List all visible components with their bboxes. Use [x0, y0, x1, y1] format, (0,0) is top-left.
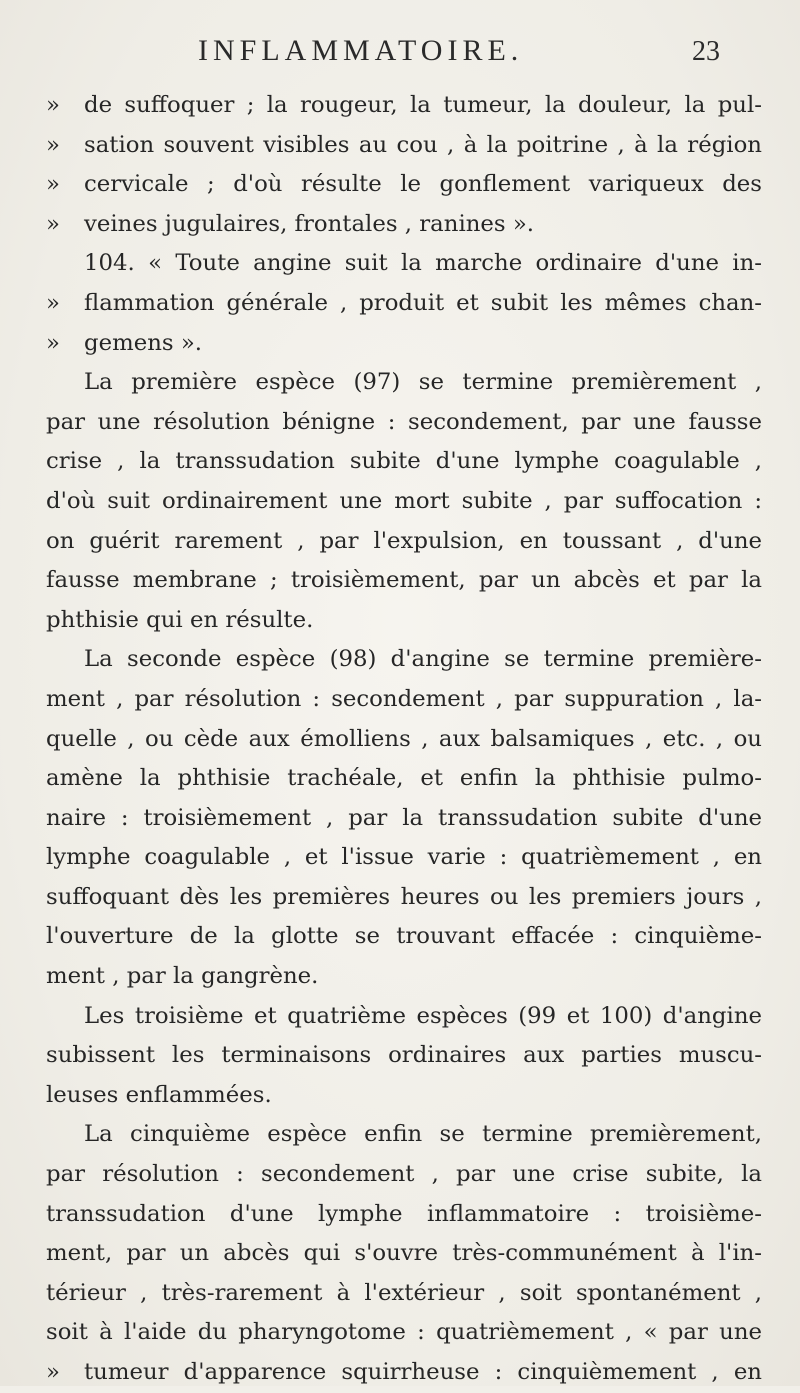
text-line: [46, 126, 762, 166]
text-line: [46, 878, 762, 918]
line-text: soit à l'aide du pharyngotome : quatrièmement , « par une: [46, 1319, 762, 1346]
text-line: [46, 561, 762, 601]
text-line: [46, 720, 762, 760]
line-text: de suffoquer ; la rougeur, la tumeur, la douleur, la pul-: [84, 92, 762, 118]
line-text: lymphe coagulable , et l'issue varie : quatrièmement , en: [46, 844, 762, 871]
line-text: d'où suit ordinairement une mort subite , par suffocation :: [46, 487, 762, 514]
line-text: 104. « Toute angine suit la marche ordinaire d'une in-: [84, 250, 762, 277]
line-text: flammation générale , produit et subit les mêmes chan-: [84, 289, 762, 316]
text-line: [46, 957, 762, 997]
line-text: tumeur d'apparence squirrheuse : cinquièmement , en: [84, 1359, 762, 1385]
line-text: on guérit rarement , par l'expulsion, en toussant , d'une: [46, 527, 762, 554]
text-line: [46, 165, 762, 205]
text-line: [46, 205, 762, 245]
text-line: [46, 799, 762, 839]
line-text: crise , la transsudation subite d'une lymphe coagulable ,: [46, 448, 762, 475]
line-text: térieur , très-rarement à l'extérieur , soit spontanément ,: [46, 1279, 762, 1306]
text-line: [46, 1313, 762, 1353]
text-line: [46, 1234, 762, 1274]
line-text: quelle , ou cède aux émolliens , aux balsamiques , etc. , ou: [46, 725, 762, 752]
line-text: leuses enflammées.: [46, 1081, 272, 1108]
quote-marker: »: [46, 92, 60, 118]
text-line: [46, 1076, 762, 1116]
line-text: gemens ».: [84, 329, 203, 356]
text-line: [46, 640, 762, 680]
line-text: amène la phthisie trachéale, et enfin la phthisie pulmo-: [46, 765, 762, 792]
text-line: [46, 244, 762, 284]
line-text: transsudation d'une lymphe inflammatoire : troisième-: [46, 1200, 762, 1227]
line-text: naire : troisièmement , par la transsudation subite d'une: [46, 804, 762, 831]
text-line: [46, 997, 762, 1037]
text-line: [46, 482, 762, 522]
text-line: [46, 324, 762, 364]
body-text: [46, 86, 762, 1393]
quote-marker: »: [46, 329, 60, 356]
line-text: fausse membrane ; troisièmement, par un abcès et par la: [46, 567, 762, 594]
quote-marker: »: [46, 210, 60, 237]
page-number: 23: [692, 36, 720, 67]
line-text: La première espèce (97) se termine premièrement ,: [84, 369, 762, 396]
text-line: [46, 1274, 762, 1314]
line-text: ment , par la gangrène.: [46, 963, 319, 990]
quote-marker: »: [46, 1359, 60, 1385]
line-text: veines jugulaires, frontales , ranines ».: [84, 210, 535, 237]
text-line: [46, 86, 762, 126]
line-text: ment, par un abcès qui s'ouvre très-communément à l'in-: [46, 1240, 762, 1267]
quote-marker: »: [46, 131, 60, 158]
text-line: [46, 403, 762, 443]
line-text: La cinquième espèce enfin se termine premièrement,: [84, 1121, 762, 1148]
line-text: suffoquant dès les premières heures ou les premiers jours ,: [46, 883, 762, 910]
line-text: cervicale ; d'où résulte le gonflement variqueux des: [84, 171, 762, 198]
text-line: [46, 442, 762, 482]
quote-marker: »: [46, 289, 60, 316]
text-line: [46, 759, 762, 799]
line-text: phthisie qui en résulte.: [46, 606, 314, 633]
line-text: l'ouverture de la glotte se trouvant effacée : cinquième-: [46, 923, 762, 950]
text-line: [46, 522, 762, 562]
line-text: par une résolution bénigne : secondement, par une fausse: [46, 408, 762, 435]
text-line: [46, 1036, 762, 1076]
line-text: subissent les terminaisons ordinaires aux parties muscu-: [46, 1042, 762, 1069]
page-header: [0, 30, 800, 70]
quote-marker: »: [46, 171, 60, 198]
text-line: [46, 1195, 762, 1235]
text-line: [46, 1155, 762, 1195]
text-line: [46, 1353, 762, 1393]
text-line: [46, 284, 762, 324]
line-text: Les troisième et quatrième espèces (99 et 100) d'angine: [84, 1002, 762, 1029]
line-text: par résolution : secondement , par une crise subite, la: [46, 1161, 762, 1188]
line-text: La seconde espèce (98) d'angine se termine première-: [84, 646, 762, 673]
text-line: [46, 601, 762, 641]
line-text: sation souvent visibles au cou , à la poitrine , à la région: [84, 131, 762, 158]
text-line: [46, 838, 762, 878]
running-title: INFLAMMATOIRE.: [198, 34, 524, 67]
line-text: ment , par résolution : secondement , par suppuration , la-: [46, 685, 762, 712]
text-line: [46, 1115, 762, 1155]
text-line: [46, 680, 762, 720]
text-line: [46, 917, 762, 957]
text-line: [46, 363, 762, 403]
